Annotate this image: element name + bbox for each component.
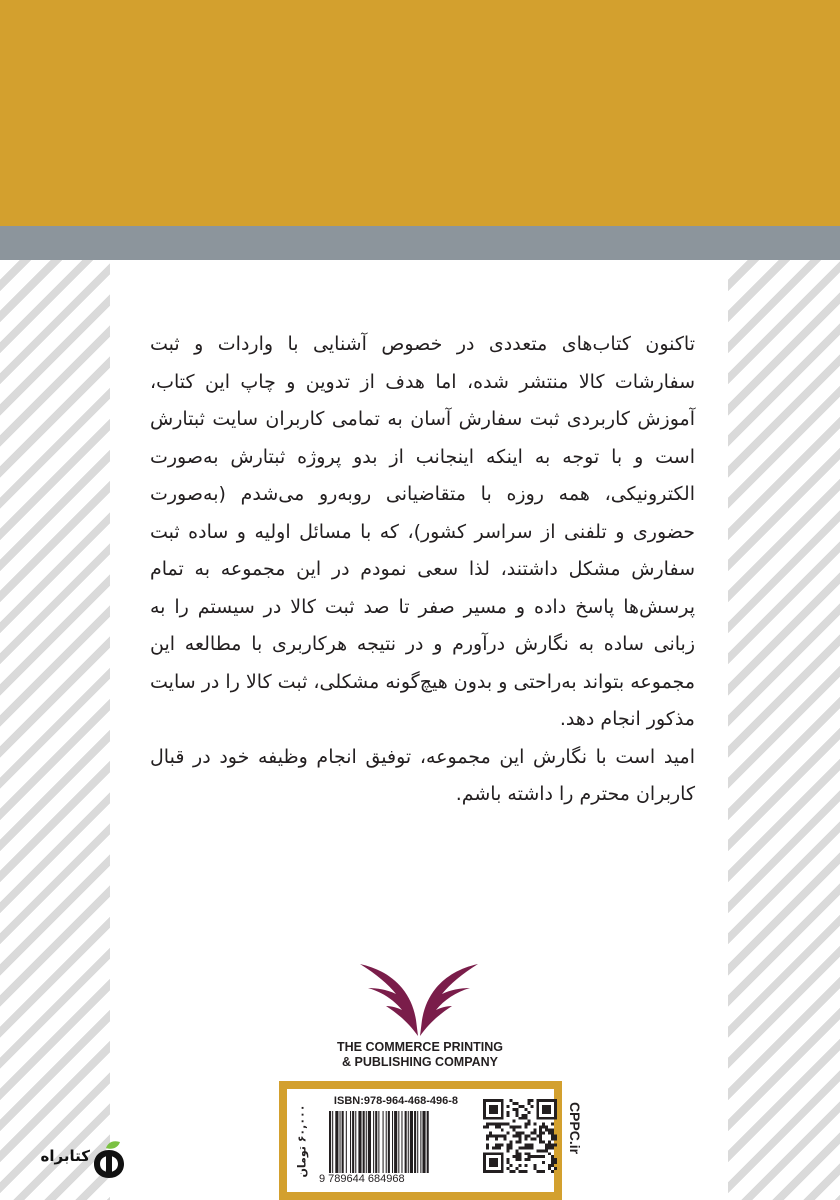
qr-code-icon [483,1099,557,1173]
gray-divider-band [0,226,840,260]
isbn-number: ISBN:978-964-468-496-8 [333,1095,459,1107]
publisher-name [300,1040,540,1070]
back-cover-text [150,326,695,814]
left-stripe-decoration [0,260,110,1200]
barcode-icon [327,1111,467,1173]
ketabrah-label: کتابراه [40,1147,90,1165]
website-label [562,1088,588,1168]
barcode-digits: 9 789644 684968 [319,1173,405,1185]
price-text: ۶۰,۰۰۰ تومان [295,1104,309,1178]
isbn-panel-inner [287,1089,554,1192]
price-label [291,1095,313,1187]
right-stripe-decoration [728,260,840,1200]
ketabrah-brand [38,1140,128,1180]
publisher-name-line-1: THE COMMERCE PRINTING [337,1040,503,1054]
paragraph-1: تاکنون کتاب‌های متعددی در خصوص آشنایی با واردات و ثبت سفارشات کالا منتشر شده، اما هدف از تدوین و چاپ این کتاب، آموزش کاربردی ثبت سفارش آسان به تمامی کاربران سایت ثبتارش است و با توجه به اینکه اینجانب از بدو پروژه ثبتارش به‌صورت الکترونیکی، همه روزه با متقاضیانی روبه‌رو می‌شدم (به‌صورت حضوری و تلفنی از سراسر کشور)، که با مسائل اولیه و ساده ثبت سفارش مشکل داشتند، لذا سعی نمودم در این مجموعه به تمام پرسش‌ها پاسخ داده و مسیر صفر تا صد ثبت کالا در سیستم را به زبانی ساده به نگارش درآورم و در نتیجه هرکاربری با مطالعه این مجموعه بتواند به‌راحتی و بدون هیچ‌گونه مشکلی، ثبت کالا را در سایت مذکور انجام دهد. [150,333,695,730]
publisher-name-line-2: & PUBLISHING COMPANY [341,1055,499,1069]
top-color-band [0,0,840,226]
publisher-wings-logo-icon [358,962,480,1038]
website-text: CPPC.ir [567,1101,583,1155]
isbn-panel [279,1081,562,1200]
paragraph-2: امید است با نگارش این مجموعه، توفیق انجام وظیفه خود در قبال کاربران محترم را داشته باشم. [150,745,695,805]
ketabrah-logo-icon [92,1140,126,1180]
